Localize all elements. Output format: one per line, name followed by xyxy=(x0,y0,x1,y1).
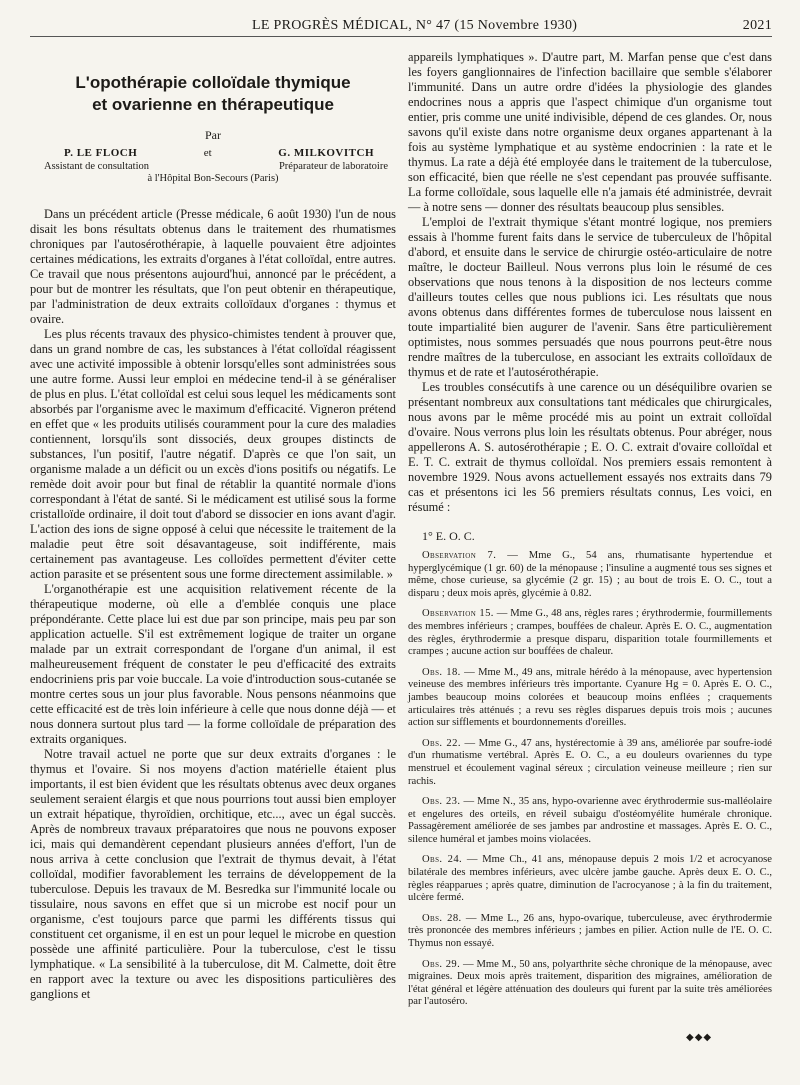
paragraph: L'emploi de l'extrait thymique s'étant montré logique, nos premiers essais à l'homme furent faits dans le service de tuberculeux de l'hôpital d'abord, et ensuite dans le service de chirurgie ostéo-articulaire de notre maître, le docteur Bailleul. Nous verrons plus loin le résumé de ces observations que nous tenons à la disposition de nos lecteurs comme d'ailleurs toutes celles que nous publions ici. Les résultats que nous avons obtenus dans différentes formes de tuberculose nous laissent en toute impartialité bien augurer de l'avenir. Sans être particulièrement optimistes, nous sommes persuadés que nous pourrons peut-être nous rendre maîtres de la tuberculose, en associant les extraits colloïdaux de thymus et de rate et l'autosérothérapie. xyxy=(408,215,772,379)
observation-text: — Mme Ch., 41 ans, ménopause depuis 2 mois 1/2 et acrocyanose bilatérale des membres inférieurs, avec ulcère jambe gauche. Après deux E. O. C., règles réapparues ; après quatre, diminution de l'acrocyanose ; à la fin du traitement, ulcère fermé. xyxy=(408,854,773,904)
observation xyxy=(408,959,772,1009)
observation xyxy=(408,667,772,730)
affiliations xyxy=(30,161,396,173)
observation xyxy=(408,796,772,846)
observation-text: — Mme M., 49 ans, mitrale hérédo à la ménopause, avec hypertension veineuse des membres inférieurs très importante. Cyanure Hg = 0. Après E. O. C., jambes beaucoup moins colorées et beaucoup moins enflées ; craquements articulaires très atténués ; a revu ses règles disparues depuis trois mois ; aucunes action sur sifflements et bourdonnements d'oreilles. xyxy=(408,666,772,729)
title-line-1: L'opothérapie colloïdale thymique xyxy=(75,73,351,92)
author-conjunction: et xyxy=(203,147,212,159)
observation-label: Obs. 18. xyxy=(422,666,461,678)
observation-label: Obs. 24. xyxy=(422,854,463,866)
paragraph: L'organothérapie est une acquisition relativement récente de la thérapeutique moderne, où elle a d'emblée conquis une place prépondérante. Cette place lui est due par son principe, mais peu par son application actuelle. S'il est extrêmement logique de traiter un organe malade par un extrait correspondant de l'organe d'un animal, il est malheureusement fréquent de constater le peu d'efficacité des extraits endocriniens pris par voie buccale. La voie d'introduction sous-cutanée se montre certes sous un jour plus favorable. Nous pensons néanmoins que cette efficacité est de très loin inférieure à celle que nous donne déjà — et nous donnera surtout plus tard — la forme colloïdale de préparation des extraits organiques. xyxy=(30,582,396,746)
observation-label: Obs. 29. xyxy=(422,958,461,970)
paragraph: Dans un précédent article (Presse médicale, 6 août 1930) l'un de nous disait les bons résultats obtenus dans le traitement des rhumatismes chroniques par l'autosérothérapie, à laquelle pouvaient être adjointes certaines médications, les extraits d'organes à l'état colloïdal, entre autres. Ce travail que nous présentons aujourd'hui, annoncé par le précédent, a pour but de montrer les résultats, que l'on peut obtenir en thérapeutique, par l'administration de deux extraits colloïdaux d'organes : thymus et ovaire. xyxy=(30,207,396,326)
author-1: P. LE FLOCH xyxy=(64,147,138,159)
page-number: 2021 xyxy=(742,18,772,33)
observation-label: Obs. 28. xyxy=(422,912,462,924)
paragraph: Notre travail actuel ne porte que sur deux extraits d'organes : le thymus et l'ovaire. Si nos moyens d'action matérielle étaient plus importants, il est bien évident que les résultats obtenus avec deux organes seulement seraient élargis et que nous pourrions tout aussi bien employer un extrait hépatique, thyroïdien, orchitique, etc..., avec un égal succès. Après de nombreux travaux préparatoires que nous ne pouvons exposer ici, mais qui demandèrent cependant plusieurs années d'effort, l'un de nous arriva à cette conclusion que l'extrait de thymus devait, à l'état colloïdal, modifier favorablement les terrains de développement de la tuberculose. Depuis les travaux de M. Besredka sur l'immunité locale ou tissulaire, nous savons en effet que si un microbe est nocif pour un organisme, c'est toujours parce que parmi les différents tissus qui constituent cet organisme, il en est un pour lequel le microbe en question possède une affinité particulière. Pour la tuberculose, c'est le tissu lymphatique. « La sensibilité à la tuberculose, dit M. Calmette, doit être en rapport avec la texture ou avec les dispositions particulières des ganglions et xyxy=(30,747,396,1001)
observation-label: Obs. 22. xyxy=(422,737,461,749)
observation-text: — Mme G., 54 ans, rhumatisante hypertendue et hyperglycémique (1 gr. 60) de la ménopause ; l'insuline a augmenté tous ses signes et même, chose curieuse, sa glycémie (2 gr. 15) ; au bout de trois E. O. C., tout a disparu ; deux mois après, glycémie à 0.82. xyxy=(408,550,772,599)
title-line-2: et ovarienne en thérapeutique xyxy=(92,95,334,114)
right-column xyxy=(408,50,772,1017)
observation xyxy=(408,854,772,904)
paragraph: Les troubles consécutifs à une carence ou un déséquilibre ovarien se présentant nombreux aux consultations tant médicales que chirurgicales, nous avons par le même procédé mis au point un extrait colloïdal d'ovaire. Nous verrons plus loin les résultats obtenus. Pour abréger, nous appellerons A. S. autosérothérapie ; E. O. C. extrait d'ovaire colloïdal et E. T. C. extrait de thymus colloïdal. Nos premiers essais remontent à novembre 1929. Nous avons actuellement essayés nos extraits dans 79 cas et présentons ici les 56 premiers résultats connus, Les voici, en résumé : xyxy=(408,380,772,514)
observation-label: Obs. 23. xyxy=(422,796,461,808)
observation-label: Observation 15. xyxy=(422,608,494,620)
observation-text: — Mme N., 35 ans, hypo-ovarienne avec érythrodermie sus-malléolaire et engelures des orteils, en réveil subaigu d'ostéomyélite humérale chronique. Passagèrement améliorée de ses jambes par androstine et massages. Après E. O. C., silence huméral et jambes moins violacées. xyxy=(408,796,773,845)
observation xyxy=(408,608,772,658)
section-heading: 1° E. O. C. xyxy=(422,529,475,543)
author-2-role: Préparateur de laboratoire xyxy=(278,161,388,172)
author-1-role: Assistant de consultation xyxy=(44,161,149,172)
observation xyxy=(408,738,772,788)
journal-header: LE PROGRÈS MÉDICAL, N° 47 (15 Novembre 1930) xyxy=(252,18,578,33)
paragraph: appareils lymphatiques ». D'autre part, M. Marfan pense que c'est dans les foyers ganglionnaires de l'infection bacillaire que semble s'élaborer l'immunité. Dans un autre ordre d'idées la physiologie des glandes endocrines nous a appris que l'aspect chimique d'un organisme tout entier, pris comme une unité indivisible, dépend de ces glandes. Or, nous savons qu'il existe dans notre organisme deux organes appartenant à la fois au système lymphatique et au système endocrinien : la rate et le thymus. La rate a déjà été employée dans le traitement de la tuberculose, son efficacité, bien que réelle ne s'est cependant pas prouvée suffisante. La forme colloïdale, sous laquelle elle n'a jamais été administrée, devrait — à notre sens — donner des résultats beaucoup plus sensibles. xyxy=(408,50,772,214)
running-header xyxy=(30,18,772,37)
left-column xyxy=(30,50,396,1002)
observation xyxy=(408,550,772,600)
authors-line xyxy=(30,147,396,159)
article-title xyxy=(30,72,396,116)
observation-label: Observation 7. xyxy=(422,550,497,561)
end-ornament: ◆◆◆ xyxy=(686,1032,713,1043)
observation-text: — Mme M., 50 ans, polyarthrite sèche chronique de la ménopause, avec migraines. Deux mois après traitement, disparition des migraines, amélioration de l'état général et légère atténuation des douleurs qui furent par la suite très améliorées par l'autosérо. xyxy=(408,958,773,1008)
observation-text: — Mme G., 47 ans, hystérectomie à 39 ans, améliorée par soufre-iodé d'un rhumatisme vertébral. Après E. O. C., a eu douleurs ovariennes du type menstruel et écoulement vaginal séreux ; circulation veineuse meilleure ; rien sur rachis. xyxy=(408,737,772,787)
author-2: G. MILKOVITCH xyxy=(278,147,374,159)
observation xyxy=(408,913,772,951)
by-label: Par xyxy=(205,128,221,142)
observation-text: — Mme G., 48 ans, règles rares ; érythrodermie, fourmillements des membres inférieurs ; crampes, bouffées de chaleur. Après E. O. C., augmentation des règles, érythrodermie a presque disparu, disparition totale fourmillements et crampes ; aucune action sur bouffées de chaleur. xyxy=(408,608,772,658)
paragraph: Les plus récents travaux des physico-chimistes tendent à prouver que, dans un grand nombre de cas, les substances à l'état colloïdal réagissent avec une activité impossible à obtenir lorsqu'elles sont administrées sous une autre forme. Aussi leur emploi en médecine tend-il à se généraliser de plus en plus. L'état colloïdal est celui sous lequel les médicaments sont absorbés par l'organisme avec le maximum d'efficacité. Vigneron prétend en effet que « les produits utilisés couramment pour la cure des maladies contiennent, lorsqu'ils sont dissociés, deux groupes distincts de substances, l'un positif, l'autre négatif. D'après ce que l'on sait, un organisme malade a un déficit ou un excès d'ions positifs ou négatifs. Le remède doit avoir pour but final de rétablir la quantité normale d'ions correspondant à l'état de santé. Si le médicament est utilisé sous la forme cristalloïde ordinaire, il doit tout d'abord se dissocier en ions avant d'agir. L'action des ions de signe opposé à celui que nécessite le traitement de la maladie peut être soit désavantageuse, soit indifférente, mais certainement pas avantageuse. Les colloïdes permettent d'éviter cette action parasite et se présentent sous une forme directement assimilable. » xyxy=(30,327,396,581)
observation-text: — Mme L., 26 ans, hypo-ovarique, tuberculeuse, avec érythrodermie très prononcée des membres inférieurs ; jambes en pilier. Action nulle de l'E. O. C. Thymus non essayé. xyxy=(408,912,772,950)
hospital-line: à l'Hôpital Bon-Secours (Paris) xyxy=(147,173,279,184)
